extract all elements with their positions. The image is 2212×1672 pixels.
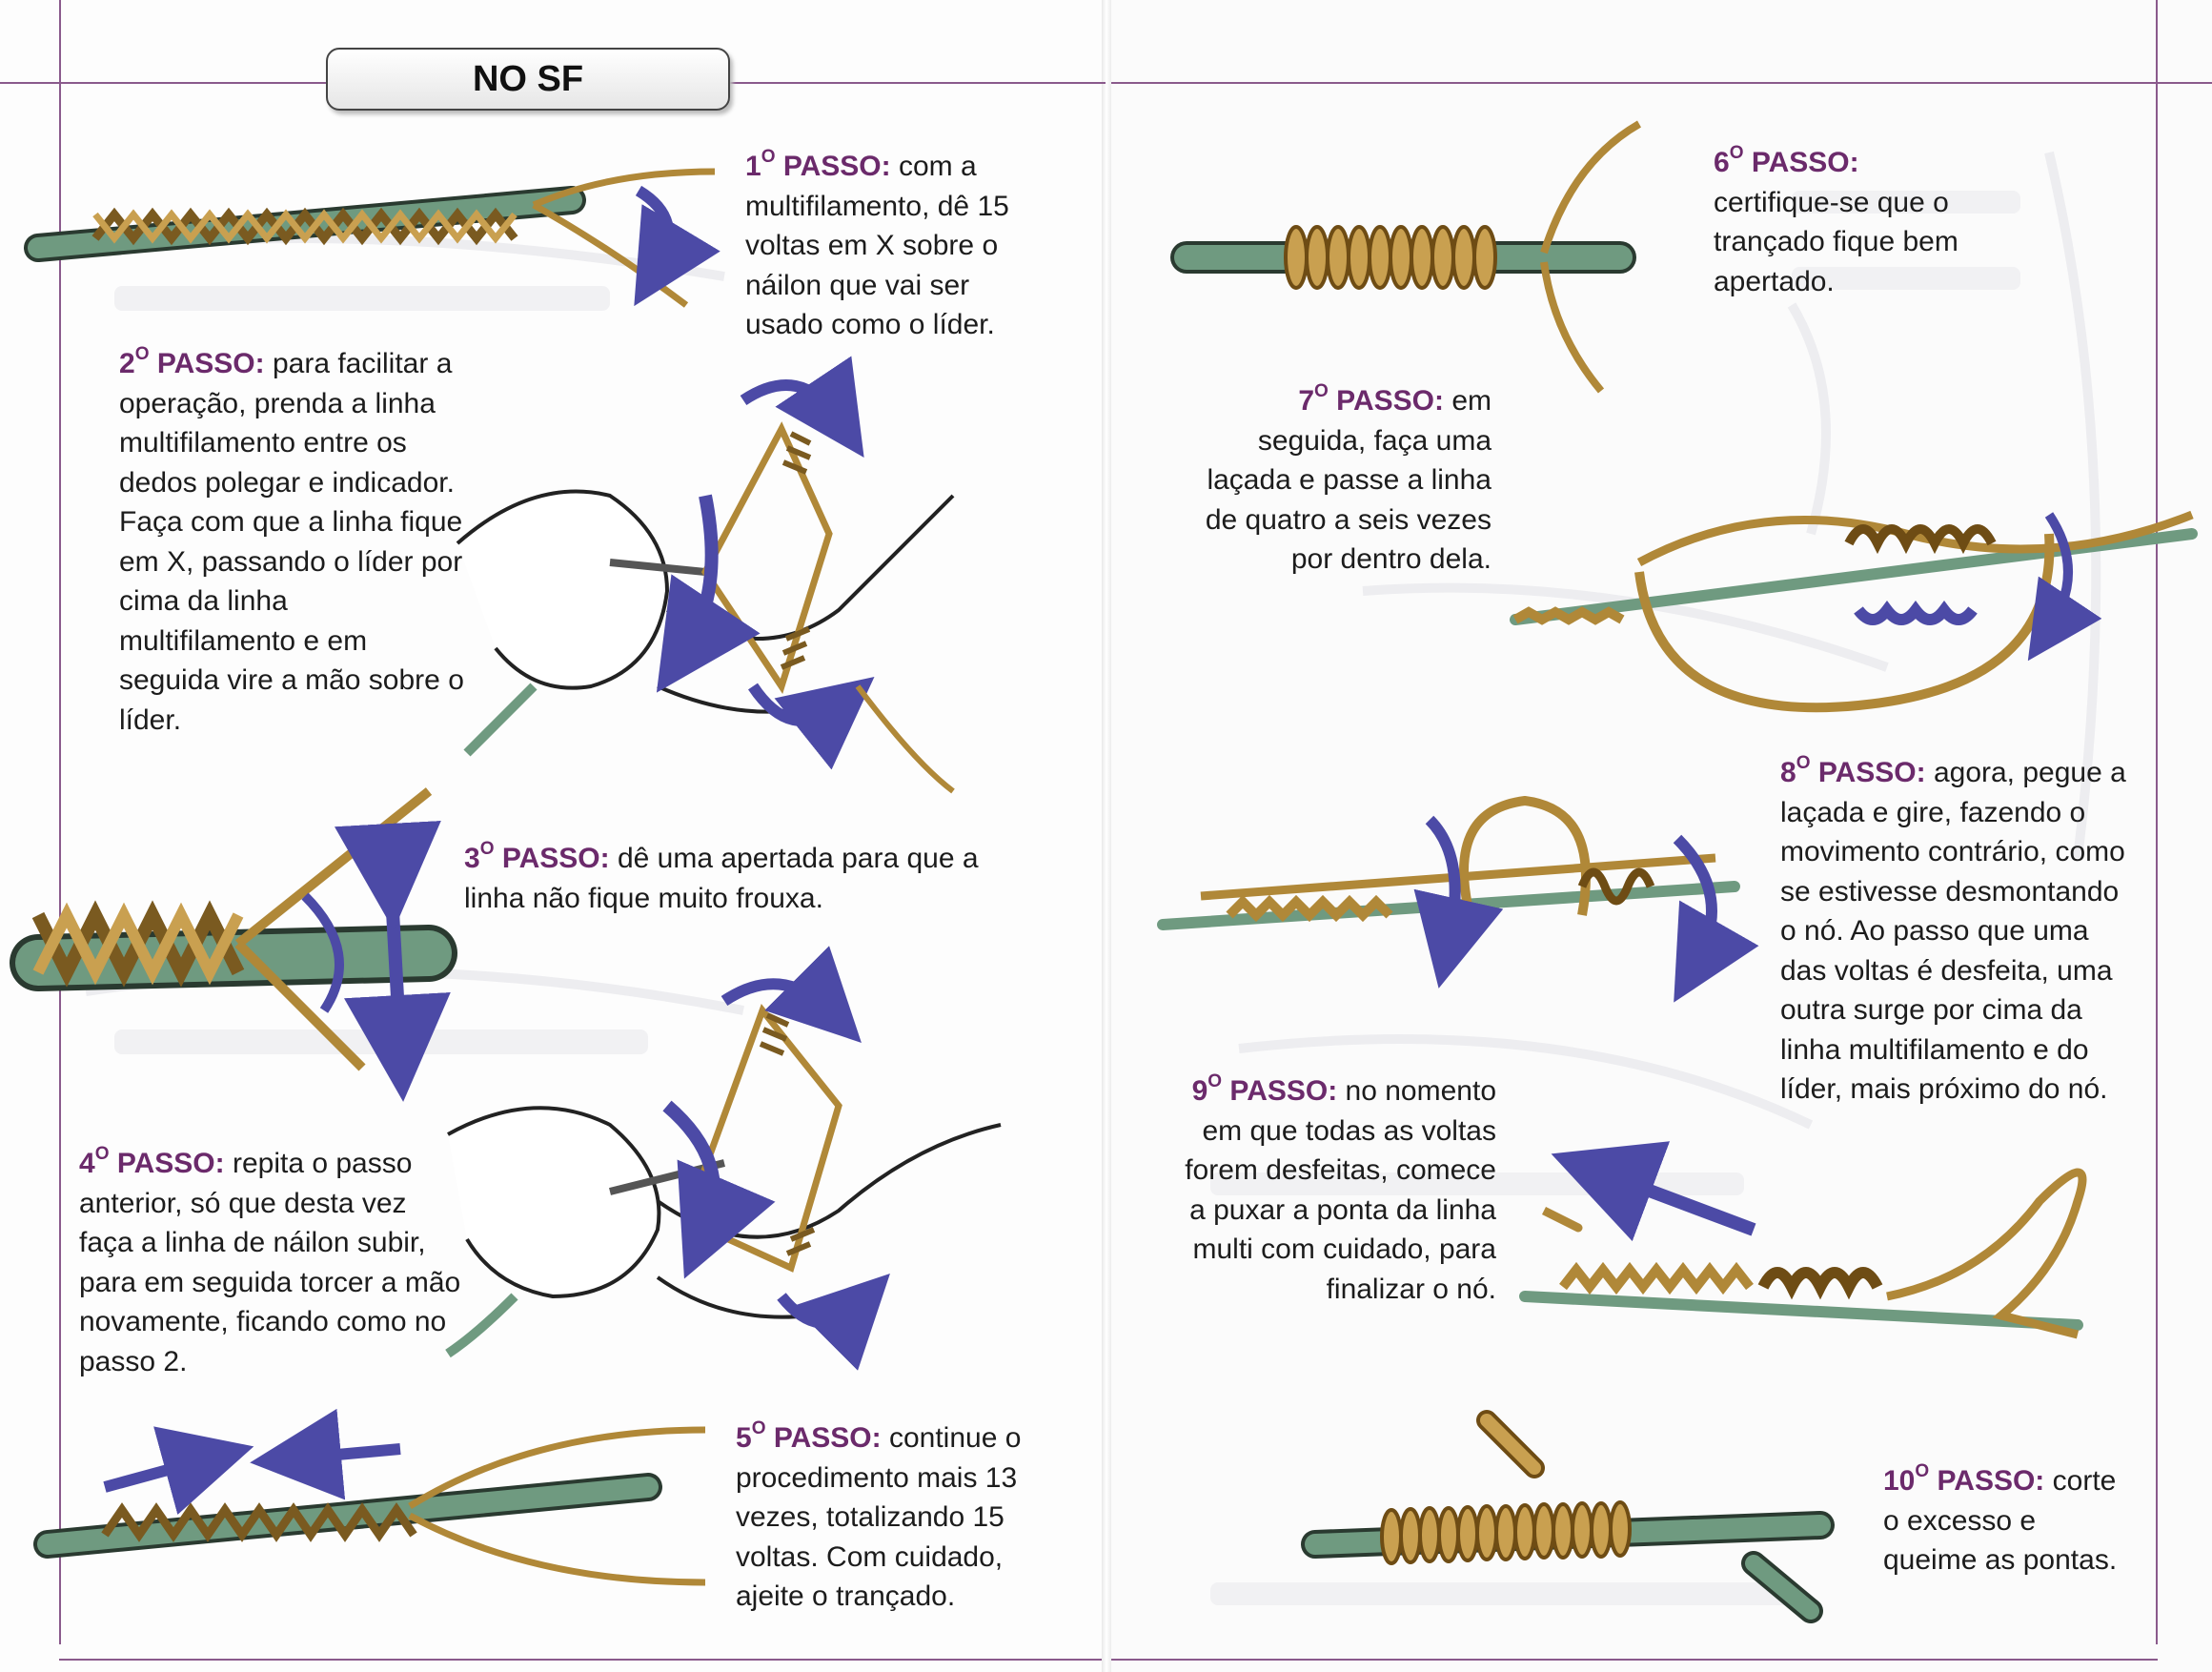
step3-illustration <box>38 791 429 1068</box>
step6-illustration <box>1187 124 1639 391</box>
step-9-text: no nomento em que todas as voltas forem desfeitas, comece a puxar a ponta da linha multi com cuidado, para finalizar o nó. <box>1185 1075 1496 1305</box>
step10-illustration <box>1315 1420 1820 1611</box>
step-2-label: $2^O$ PASSO: <box>119 343 265 379</box>
step-4 <box>79 1144 465 1381</box>
page-title: NO SF <box>326 48 730 111</box>
step-6-label: $6^O$ PASSO: <box>1714 142 1859 178</box>
step-2-text: para facilitar a operação, prenda a linha multifilamento entre os dedos polegar e indicador. Faça com que a linha fique em X, passando o líder por cima da linha multifilamento e em seguida vire a mão sobre o líder. <box>119 348 464 736</box>
step5-illustration <box>48 1430 705 1582</box>
step-7-text: em seguida, faça uma laçada e passe a linha de quatro a seis vezes por dentro dela. <box>1205 385 1492 575</box>
step8-illustration <box>1163 801 1735 963</box>
step-5-label: $5^O$ PASSO: <box>736 1417 882 1454</box>
step7-illustration <box>1515 515 2192 707</box>
step-2 <box>119 344 472 740</box>
step-1-label: $1^O$ PASSO: <box>745 146 891 182</box>
step1-illustration <box>38 172 715 305</box>
step-7-label: $7^O$ PASSO: <box>1298 380 1444 417</box>
step-1-text: com a multifilamento, dê 15 voltas em X sobre o náilon que vai ser usado como o líder. <box>745 151 1009 340</box>
step-3-label: $3^O$ PASSO: <box>464 838 610 874</box>
step-8-text: agora, pegue a laçada e gire, fazendo o movimento contrário, como se estivesse desmontando o nó. Ao passo que uma das voltas é desfeita, uma outra surge por cima da linha multifilamento e do líder, mais próximo do nó. <box>1780 757 2126 1105</box>
step-3-text: dê uma apertada para que a linha não fique muito frouxa. <box>464 843 979 914</box>
step-8-label: $8^O$ PASSO: <box>1780 752 1926 788</box>
step-9-label: $9^O$ PASSO: <box>1191 1070 1338 1107</box>
step-4-label: $4^O$ PASSO: <box>79 1143 225 1179</box>
step-6 <box>1714 143 1990 301</box>
step-1 <box>745 147 1031 345</box>
step-9 <box>1177 1071 1496 1309</box>
step-10 <box>1883 1461 2121 1580</box>
step4-illustration <box>448 984 1001 1354</box>
step-8 <box>1780 753 2142 1110</box>
step-10-label: $10^O$ PASSO: <box>1883 1460 2045 1497</box>
step-6-text: certifique-se que o trançado fique bem apertado. <box>1714 186 1958 297</box>
step-5-text: continue o procedimento mais 13 vezes, totalizando 15 voltas. Com cuidado, ajeite o trançado. <box>736 1422 1022 1612</box>
step-3 <box>464 839 998 918</box>
step-10-text: corte o excesso e queime as pontas. <box>1883 1465 2118 1576</box>
step-5 <box>736 1418 1041 1617</box>
step9-illustration <box>1525 1172 2082 1335</box>
step-4-text: repita o passo anterior, só que desta vez faça a linha de náilon subir, para em seguida torcer a mão novamente, ficando como no passo 2. <box>79 1148 461 1377</box>
step-7 <box>1187 381 1492 580</box>
step2-illustration <box>457 385 953 791</box>
